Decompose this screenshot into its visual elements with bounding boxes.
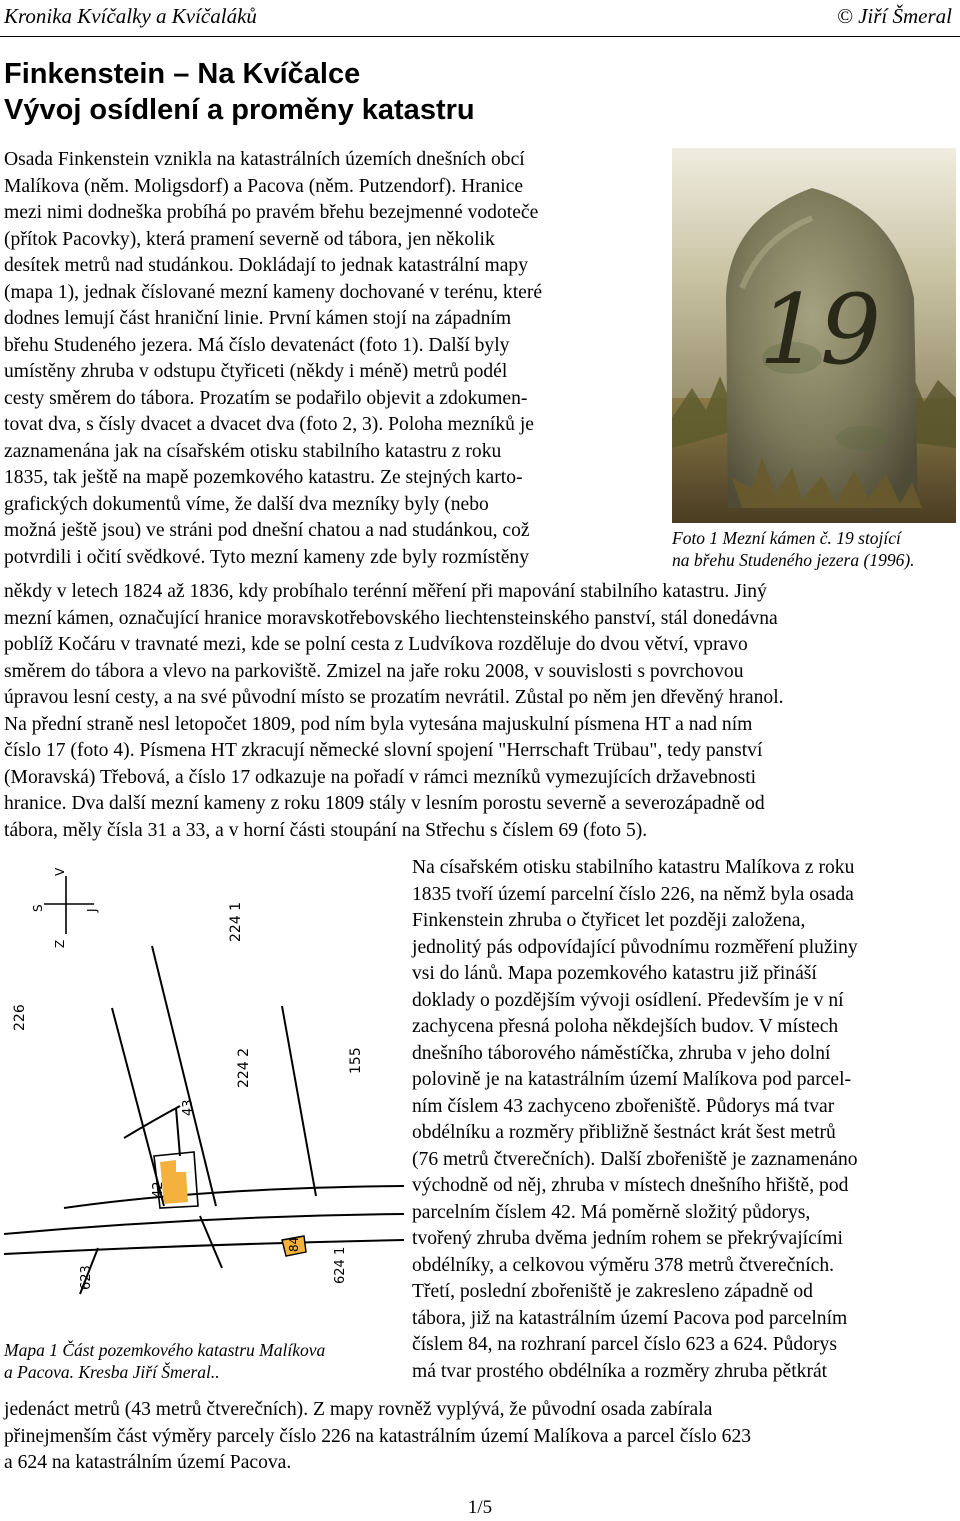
parcel-boundary [200,1216,222,1268]
photo-caption [672,527,958,571]
parcel-623-label: 623 [79,1265,94,1290]
road-edge [64,1186,404,1208]
parcel-boundary [176,1108,180,1156]
compass-north: S [31,904,45,912]
text-line: Na přední straně nesl letopočet 1809, pod ním byla vytesána majuskulní písmena HT a nad ním [4,713,753,735]
caption-line: Mapa 1 Část pozemkového katastru Malíkova [4,1340,326,1360]
page-number: 1/5 [467,1497,493,1518]
text-line: dodnes lemují část hraniční linie. První kámen stojí na západním [4,308,512,329]
caption-line: Foto 1 Mezní kámen č. 19 stojící [672,528,901,548]
text-line: obdélníku a rozměry přibližně šestnáct krát šest metrů [412,1122,836,1143]
caption-line: a Pacova. Kresba Jiří Šmeral.. [4,1362,220,1382]
parcel-43-label: 43 [181,1099,196,1116]
parcel-224-2-label: 224 2 [236,1047,252,1088]
text-line: možná ještě jsou) ve stráni pod dnešní chatou a nad studánkou, což [4,520,530,541]
text-line: mezní kámen, označující hranice moravskotřebovského liechtensteinského panství, stál donedávna [4,607,778,629]
text-line: tábora, již na katastrálním území Pacova pod parcelním [412,1307,848,1329]
compass-west: Z [53,939,67,948]
boundary-stone-photo [672,148,956,523]
text-line: dnešního táborového náměstíčka, zhruba v jeho dolní [412,1042,831,1064]
text-line: přinejmenším část výměry parcely číslo 226 na katastrálním území Malíkova a parcel číslo 623 [4,1425,752,1447]
text-line: číslo 17 (foto 4). Písmena HT zkracují německé slovní spojení "Herrschaft Trübau", tedy panství [4,740,763,761]
text-line: cesty směrem do tábora. Prozatím se podařilo objevit a zdokumen- [4,387,528,409]
text-line: hranice. Dva další mezní kameny z roku 1809 stály v lesním porostu severně a severozápadně od [4,793,765,814]
text-line: potvrdili i očití svědkové. Tyto mezní kameny zde byly rozmístěny [4,546,530,568]
text-line: (76 metrů čtverečních). Další zbořeniště je zaznamenáno [412,1148,858,1170]
text-line: desítek metrů nad studánkou. Dokládají to jednak katastrální mapy [4,255,528,276]
text-line: jedenáct metrů (43 metrů čtverečních). Z mapy rovněž vyplývá, že původní osada zabírala [4,1399,713,1420]
parcel-224-1-label: 224 1 [228,901,244,942]
text-line: tábora, měly čísla 31 a 33, a v horní části stoupání na Střechu s číslem 69 (foto 5). [4,819,648,841]
text-line: a 624 na katastrálním území Pacova. [4,1452,292,1473]
header-rule [0,36,960,37]
text-line: zachycena přesná poloha někdejších budov. V místech [412,1016,839,1037]
text-line: tvořený zhruba dvěma jedním rohem se překrývajícími [412,1228,843,1249]
text-line: Třetí, poslední zbořeniště je zakresleno západně od [412,1281,813,1302]
text-line: (mapa 1), jednak číslované mezní kameny dochované v terénu, které [4,281,543,303]
paragraph-boundary-stones [4,579,954,844]
text-line: polovině je na katastrálním území Malíkova pod parcel- [412,1069,852,1090]
compass-south: J [85,908,99,912]
paragraph-conclusion [4,1397,954,1477]
text-line: má tvar prostého obdélníka a rozměry zhruba pětkrát [412,1360,828,1382]
cadastral-map [4,856,404,1334]
parcel-624-1-label: 624 1 [333,1246,348,1284]
text-line: mezi nimi dodneška probíhá po pravém břehu bezejmenné vodoteče [4,202,539,223]
parcel-84-label: 84 [287,1236,301,1252]
parcel-boundary [282,1006,316,1196]
text-line: Osada Finkenstein vznikla na katastrálních územích dnešních obcí [4,149,525,170]
text-line: břehu Studeného jezera. Má číslo devatenáct (foto 1). Další byly [4,334,510,356]
header-chronicle-title: Kronika Kvíčalky a Kvíčaláků [4,4,257,28]
paragraph-intro [4,147,659,571]
text-line: Malíkova (něm. Moligsdorf) a Pacova (něm. Putzendorf). Hranice [4,175,524,197]
text-line: východně od něj, zhruba v místech dnešního hřiště, pod [412,1175,849,1196]
text-line: umístěny zhruba v odstupu čtyřiceti (někdy i méně) metrů podél [4,361,508,382]
page-subtitle: Vývoj osídlení a proměny katastru [4,94,475,126]
text-line: zaznamenána jak na císařském otisku stabilního katastru z roku [4,440,502,462]
text-line: tovat dva, s čísly dvacet a dvacet dva (foto 2, 3). Poloha mezníků je [4,414,534,435]
text-line: 1835 tvoří území parcelní číslo 226, na němž byla osada [412,883,854,905]
text-line: Finkenstein zhruba o čtyřicet let později založena, [412,910,806,931]
text-line: 1835, tak ještě na mapě pozemkového katastru. Ze stejných karto- [4,467,523,488]
compass-east: V [53,867,67,876]
cadastral-map-drawing [4,856,404,1334]
map-caption [4,1339,404,1383]
text-line: ním číslem 43 zachyceno zbořeniště. Půdorys má tvar [412,1095,835,1117]
text-line: vsi do lánů. Mapa pozemkového katastru již přináší [412,963,817,984]
text-line: (přítok Pacovky), která pramení severně od tábora, jen několik [4,228,495,250]
page-title: Finkenstein – Na Kvíčalce [4,58,361,90]
parcel-42-label: 42 [151,1181,166,1198]
text-line: Na císařském otisku stabilního katastru Malíkova z roku [412,857,855,878]
text-line: číslem 84, na rozhraní parcel číslo 623 a 624. Půdorys [412,1334,837,1355]
text-line: úpravou lesní cesty, a na své původní místo se prozatím nevrátil. Zůstal po něm jen dřevěný hranol. [4,687,784,708]
text-line: někdy v letech 1824 až 1836, kdy probíhalo terénní měření při mapování stabilního katastru. Jiný [4,581,767,602]
text-line: doklady o pozdějším vývoji osídlení. Především je v ní [412,989,844,1011]
stone-number: 19 [758,274,882,386]
parcel-226-label: 226 [12,1004,28,1031]
text-line: obdélníky, a celkovou výměru 378 metrů čtverečních. [412,1254,835,1276]
paragraph-cadastre [412,855,957,1385]
header-copyright: © Jiří Šmeral [836,4,952,28]
text-line: parcelním číslem 42. Má poměrně složitý půdorys, [412,1201,811,1223]
text-line: grafických dokumentů víme, že další dva mezníky byly (nebo [4,493,489,515]
parcel-155-label: 155 [348,1047,364,1074]
boundary-stone-image [672,148,956,523]
text-line: poblíž Kočáru v travnaté mezi, kde se polní cesta z Ludvíkova rozděluje do dvou větví, vpravo [4,634,748,655]
text-line: (Moravská) Třebová, a číslo 17 odkazuje na pořadí v rámci mezníků vymezujících državebnosti [4,766,757,788]
caption-line: na břehu Studeného jezera (1996). [672,550,915,570]
parcel-boundary [124,1106,180,1138]
text-line: směrem do tábora a vlevo na parkoviště. Zmizel na jaře roku 2008, v souvislosti s povrchovou [4,660,744,682]
text-line: jednolitý pás odpovídající původnímu rozměření plužiny [412,936,858,958]
